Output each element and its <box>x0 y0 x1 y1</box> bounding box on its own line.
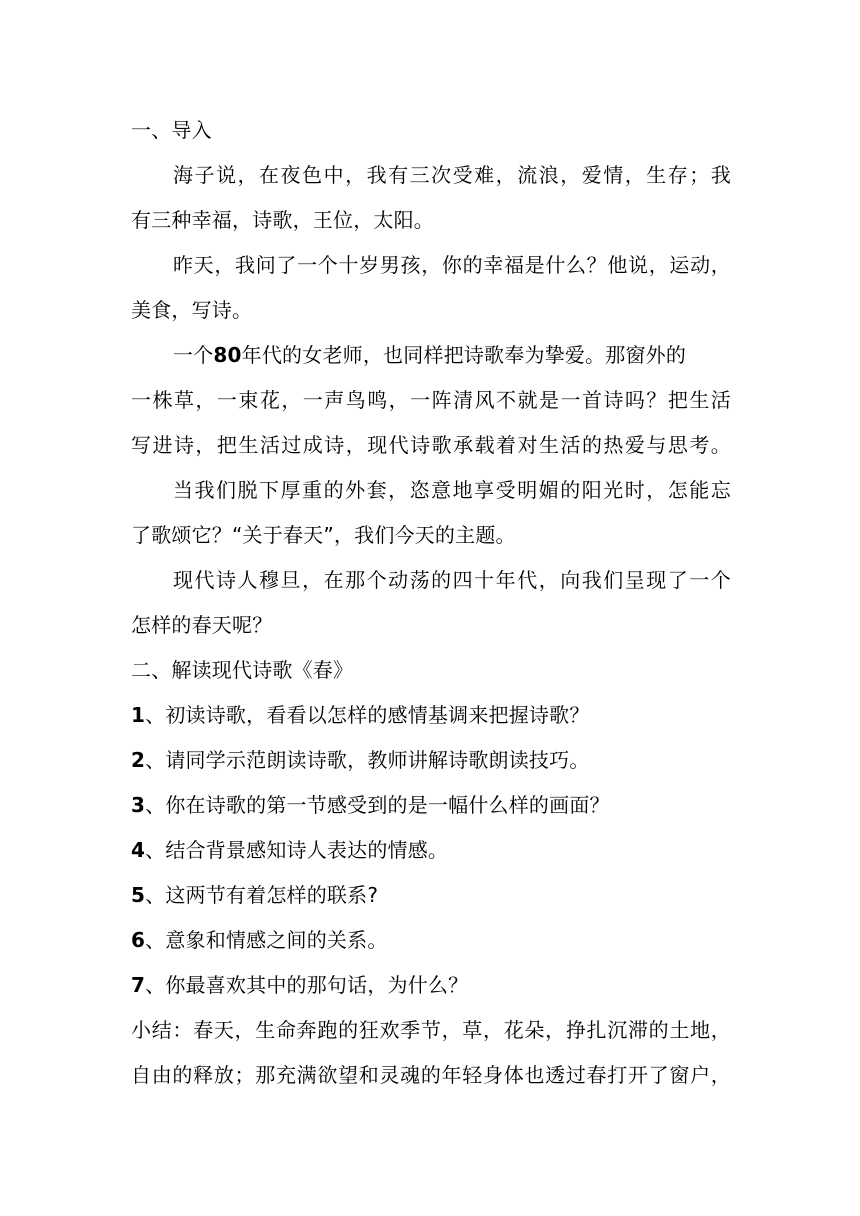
list-item-text: 、初读诗歌，看看以怎样的感情基调来把握诗歌？ <box>145 703 590 727</box>
list-item <box>131 738 731 783</box>
list-item-text: 、这两节有着怎样的联系? <box>145 883 379 907</box>
list-item <box>131 693 731 738</box>
list-item-number: 3 <box>131 793 146 817</box>
paragraph-line: 昨天，我问了一个十岁男孩，你的幸福是什么？他说，运动， <box>173 253 731 277</box>
list-item-number: 2 <box>131 748 146 772</box>
summary-line: 小结：春天，生命奔跑的狂欢季节，草，花朵，挣扎沉滞的土地， <box>131 1018 731 1042</box>
paragraph-line: 写进诗，把生活过成诗，现代诗歌承载着对生活的热爱与思考。 <box>131 433 731 457</box>
summary-line: 自由的释放；那充满欲望和灵魂的年轻身体也透过春打开了窗户， <box>131 1063 731 1087</box>
paragraph-line: 美食，写诗。 <box>131 298 253 322</box>
paragraph-text: 年代的女老师，也同样把诗歌奉为挚爱。那窗外的 <box>241 343 687 367</box>
paragraph-line: 一株草，一束花，一声鸟鸣，一阵清风不就是一首诗吗？把生活 <box>131 388 731 412</box>
list-item <box>131 783 731 828</box>
paragraph-line: 现代诗人穆旦，在那个动荡的四十年代，向我们呈现了一个 <box>173 568 731 592</box>
document-page <box>131 108 731 1098</box>
paragraph-line: 有三种幸福，诗歌，王位，太阳。 <box>131 208 434 232</box>
list-item-number: 7 <box>131 973 146 997</box>
list-item-text: 、结合背景感知诗人表达的情感。 <box>145 838 449 862</box>
paragraph-text: 一个 <box>173 343 214 367</box>
paragraph-line: 怎样的春天呢？ <box>131 613 273 637</box>
section-heading-intro: 一、导入 <box>131 118 212 142</box>
year-number: 80 <box>213 343 242 367</box>
list-item-number: 6 <box>131 928 146 952</box>
list-item-text: 、意象和情感之间的关系。 <box>145 928 388 952</box>
list-item-number: 5 <box>131 883 146 907</box>
list-item-number: 4 <box>131 838 146 862</box>
paragraph-line <box>131 333 731 378</box>
list-item <box>131 828 731 873</box>
section-heading-poem: 二、解读现代诗歌《春》 <box>131 658 354 682</box>
list-item-text: 、你最喜欢其中的那句话，为什么？ <box>145 973 469 997</box>
list-item <box>131 873 731 918</box>
paragraph-line: 了歌颂它？“关于春天”，我们今天的主题。 <box>131 523 516 547</box>
list-item <box>131 918 731 963</box>
list-item-text: 、你在诗歌的第一节感受到的是一幅什么样的画面？ <box>145 793 610 817</box>
list-item-text: 、请同学示范朗读诗歌，教师讲解诗歌朗读技巧。 <box>145 748 590 772</box>
list-item <box>131 963 731 1008</box>
paragraph-line: 海子说，在夜色中，我有三次受难，流浪，爱情，生存；我 <box>173 163 731 187</box>
list-item-number: 1 <box>131 703 146 727</box>
paragraph-line: 当我们脱下厚重的外套，恣意地享受明媚的阳光时，怎能忘 <box>173 478 731 502</box>
